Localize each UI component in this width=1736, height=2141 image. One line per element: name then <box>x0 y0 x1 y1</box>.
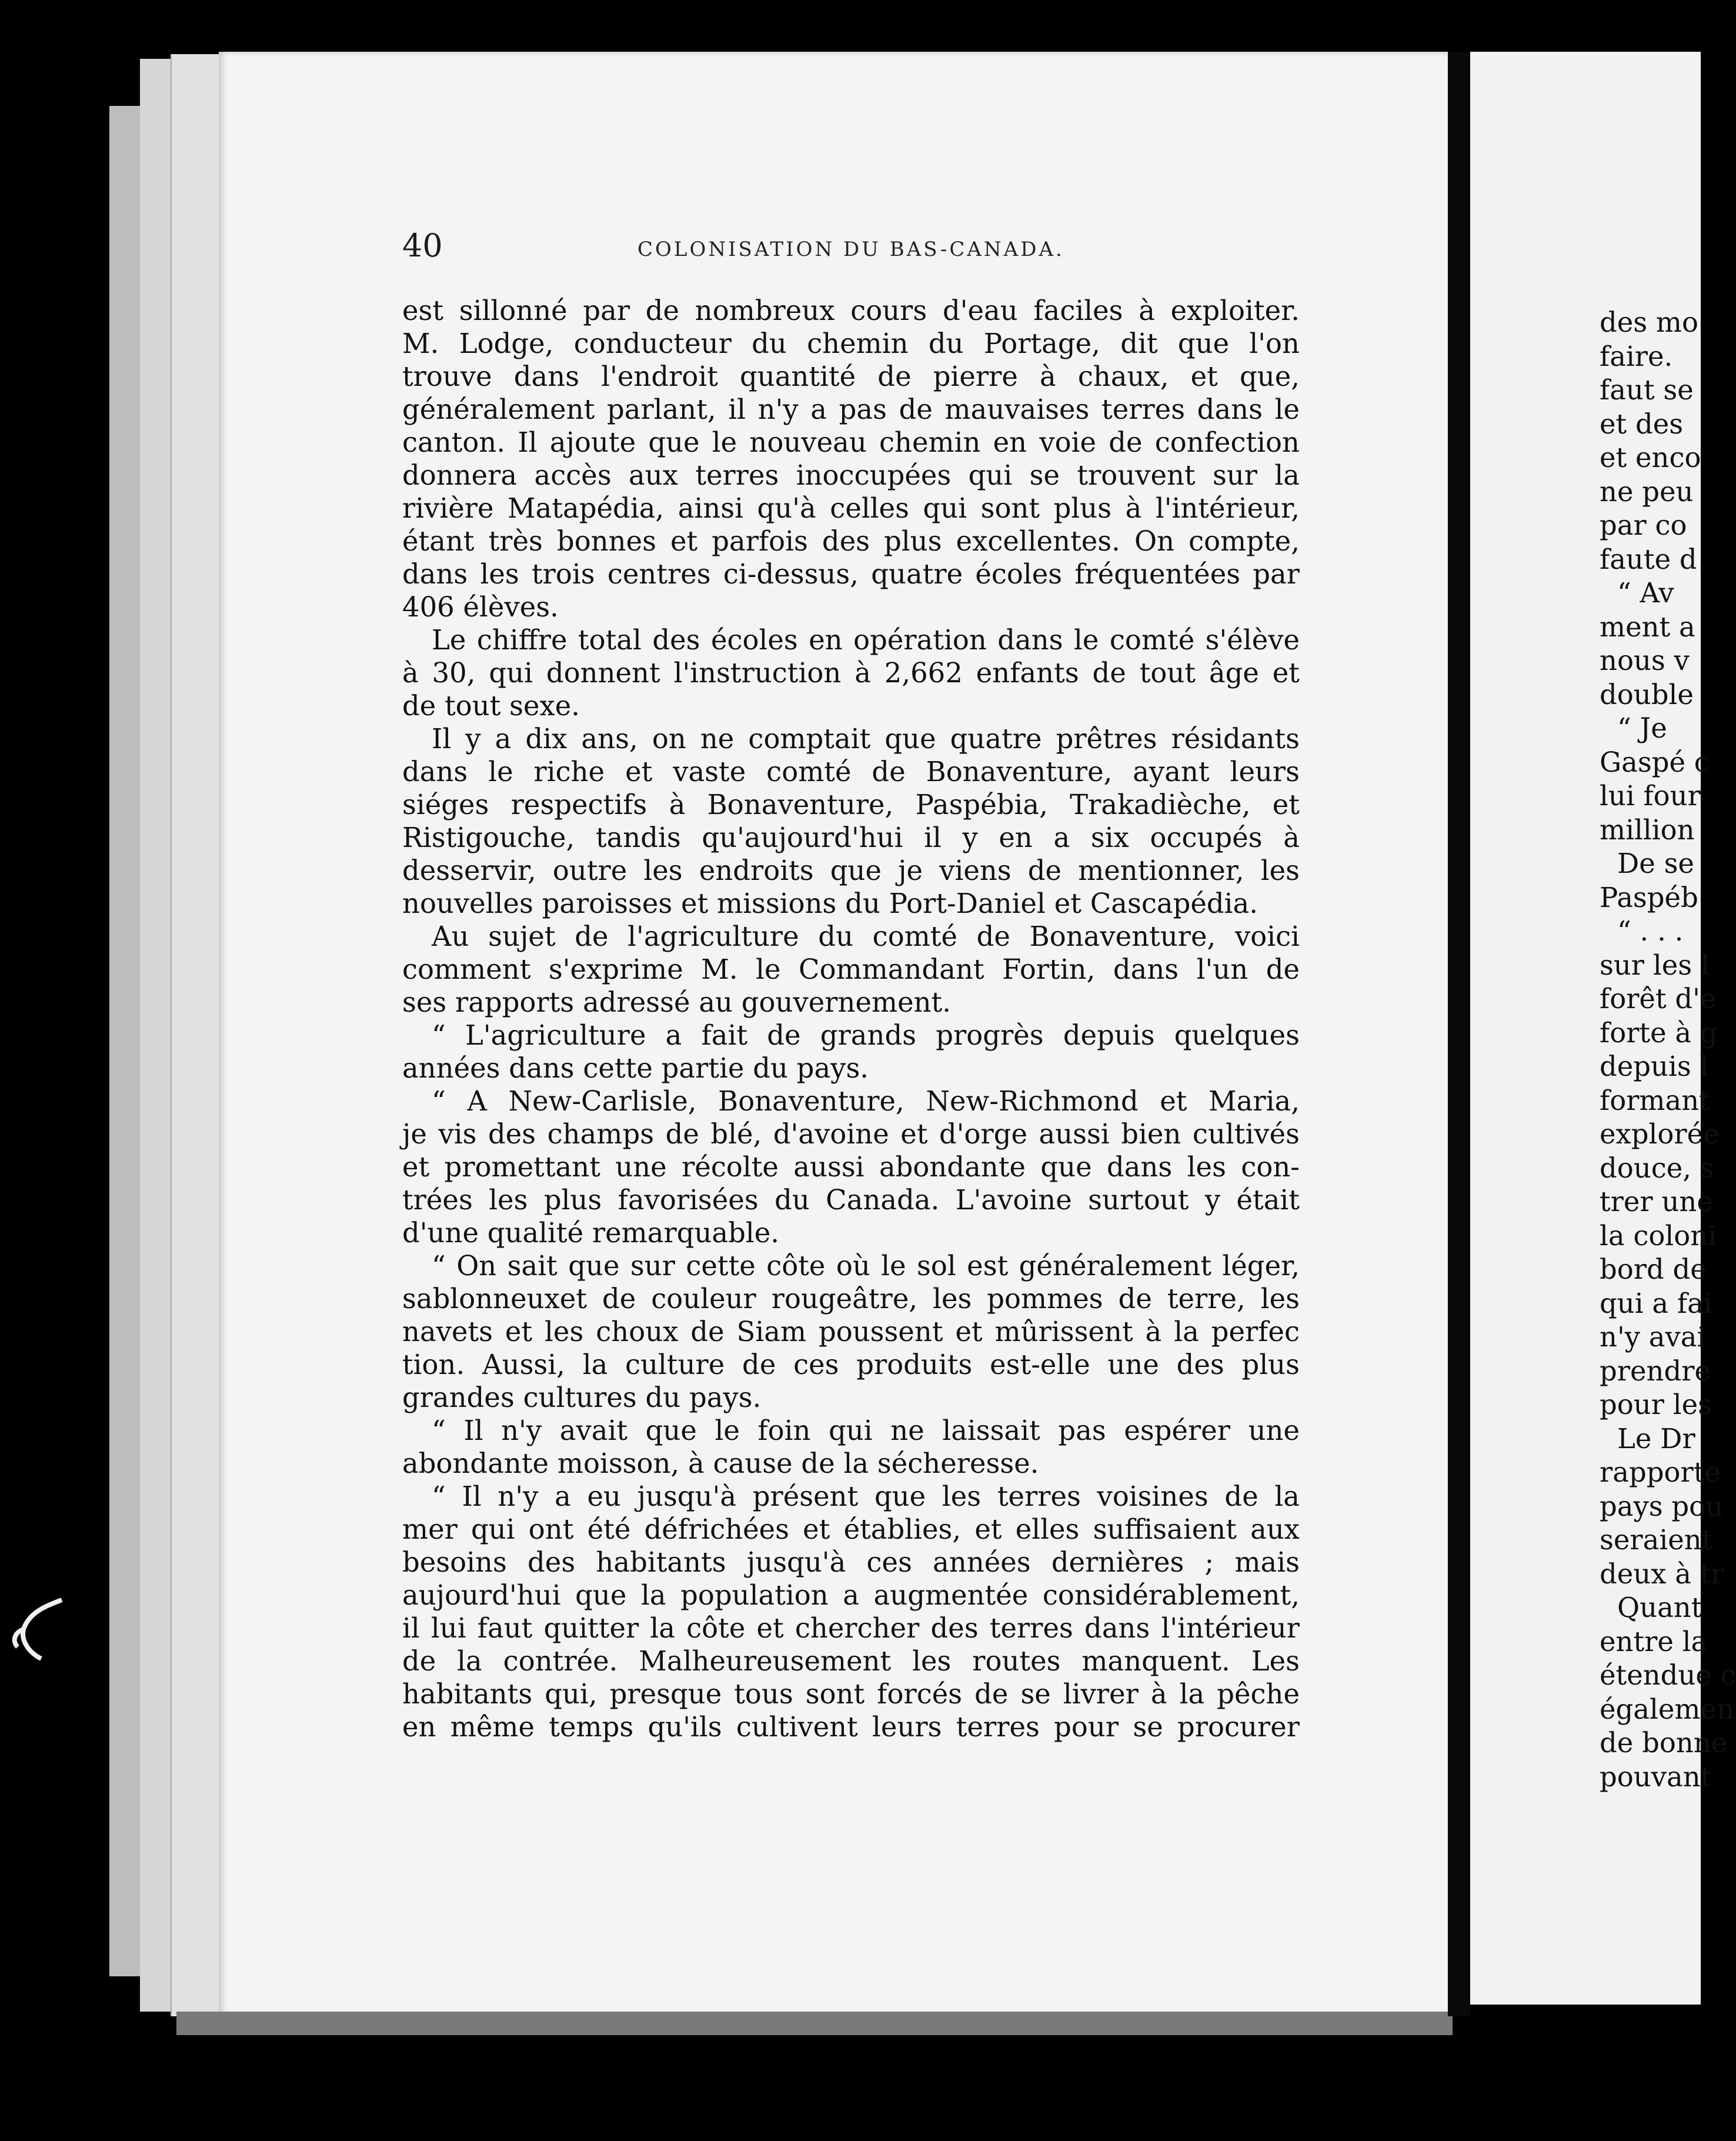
right-text-line: prendre <box>1600 1355 1711 1387</box>
right-text-line: rapporte <box>1600 1456 1721 1488</box>
text-line: “ Il n'y avait que le foin qui ne laissait pas espérer une <box>432 1415 1300 1446</box>
text-line: à 30, qui donnent l'instruction à 2,662 enfants de tout âge et <box>402 657 1300 689</box>
text-line: dans les trois centres ci-dessus, quatre écoles fréquentées par <box>402 558 1300 590</box>
right-text-line: seraient <box>1600 1524 1713 1556</box>
right-text-line: de bonne <box>1600 1727 1728 1759</box>
ink-blot <box>6 1588 76 1682</box>
right-text-line: nous v <box>1600 645 1690 676</box>
text-line: d'une qualité remarquable. <box>402 1217 780 1249</box>
right-text-line: et des <box>1600 408 1684 440</box>
right-text-line: De se <box>1617 848 1694 879</box>
right-text-line: pour les <box>1600 1389 1712 1420</box>
right-text-line: n'y avai <box>1600 1321 1706 1353</box>
right-text-line: Paspéb <box>1600 881 1698 913</box>
text-line: trouve dans l'endroit quantité de pierre à chaux, et que, <box>402 361 1300 392</box>
text-line: Le chiffre total des écoles en opération dans le comté s'élève <box>432 624 1300 656</box>
text-line: est sillonné par de nombreux cours d'eau faciles à exploiter. <box>402 295 1300 326</box>
right-text-line: “ Je <box>1617 712 1667 744</box>
text-line: Il y a dix ans, on ne comptait que quatre prêtres résidants <box>432 723 1300 755</box>
text-line: M. Lodge, conducteur du chemin du Portage, dit que l'on <box>402 328 1300 359</box>
right-text-line: Le Dr <box>1617 1422 1695 1455</box>
text-line: Ristigouche, tandis qu'aujourd'hui il y en a six occupés à <box>402 822 1300 853</box>
text-line: donnera accès aux terres inoccupées qui se trouvent sur la <box>402 459 1300 491</box>
right-text-line: par co <box>1600 509 1687 541</box>
right-text-line: la coloni <box>1600 1219 1717 1252</box>
right-text-line: faire. <box>1600 340 1673 372</box>
text-line: siéges respectifs à Bonaventure, Paspébia, Trakadièche, et <box>402 789 1300 821</box>
text-line: étant très bonnes et parfois des plus excellentes. On compte, <box>402 525 1300 557</box>
right-text-line: et enco <box>1600 442 1701 473</box>
right-text-line: douce, s <box>1600 1152 1714 1184</box>
right-text-line: deux à tr <box>1600 1558 1724 1590</box>
text-line: il lui faut quitter la côte et chercher des terres dans l'intérieur <box>402 1612 1300 1644</box>
book-gutter <box>1448 52 1470 2016</box>
right-text-line: faut se <box>1600 374 1694 406</box>
text-line: canton. Il ajoute que le nouveau chemin en voie de confection <box>402 426 1300 458</box>
text-line: sablonneuxet de couleur rougeâtre, les pommes de terre, les <box>402 1283 1300 1315</box>
page-bottom-shadow <box>176 2012 1453 2035</box>
right-text-line: explorée <box>1600 1118 1720 1150</box>
page-header <box>402 227 1300 262</box>
text-line: de la contrée. Malheureusement les routes manquent. Les <box>402 1645 1300 1677</box>
text-line: et promettant une récolte aussi abondante que dans les con- <box>402 1151 1300 1183</box>
right-text-line: “ Av <box>1617 577 1674 609</box>
right-text-line: lui four <box>1600 780 1701 812</box>
text-line: tion. Aussi, la culture de ces produits est-elle une des plus <box>402 1349 1300 1380</box>
right-text-line: sur les l <box>1600 949 1710 981</box>
right-text-line: qui a fai <box>1600 1287 1712 1319</box>
text-line: dans le riche et vaste comté de Bonaventure, ayant leurs <box>402 756 1300 788</box>
text-line: desservir, outre les endroits que je viens de mentionner, les <box>402 855 1300 886</box>
text-line: navets et les choux de Siam poussent et mûrissent à la perfec <box>402 1316 1300 1348</box>
right-text-line: pays pou <box>1600 1490 1724 1522</box>
right-text-line: forte à g <box>1600 1016 1718 1049</box>
text-line: de tout sexe. <box>402 690 580 722</box>
text-line: nouvelles paroisses et missions du Port-Daniel et Cascapédia. <box>402 888 1258 919</box>
text-line: je vis des champs de blé, d'avoine et d'orge aussi bien cultivés <box>402 1118 1300 1150</box>
page-stack-edge <box>171 54 225 2016</box>
text-line: années dans cette partie du pays. <box>402 1052 869 1084</box>
right-text-line: trer une <box>1600 1186 1713 1218</box>
right-text-line: étendue c <box>1600 1659 1736 1691</box>
text-line: généralement parlant, il n'y a pas de mauvaises terres dans le <box>402 393 1300 425</box>
right-text-line: faute d <box>1600 543 1697 575</box>
text-line: ses rapports adressé au gouvernement. <box>402 986 951 1018</box>
text-line: “ A New-Carlisle, Bonaventure, New-Richmond et Maria, <box>432 1085 1300 1117</box>
text-line: mer qui ont été défrichées et établies, et elles suffisaient aux <box>402 1513 1300 1545</box>
text-line: 406 élèves. <box>402 591 559 623</box>
text-line: comment s'exprime M. le Commandant Fortin, dans l'un de <box>402 953 1300 985</box>
text-line: aujourd'hui que la population a augmentée considérablement, <box>402 1579 1300 1611</box>
right-text-line: formant <box>1600 1084 1710 1116</box>
right-text-line: égalemen <box>1600 1693 1734 1725</box>
text-line: rivière Matapédia, ainsi qu'à celles qui sont plus à l'intérieur, <box>402 492 1300 524</box>
text-line: en même temps qu'ils cultivent leurs terres pour se procurer <box>402 1711 1300 1743</box>
text-line: “ Il n'y a eu jusqu'à présent que les terres voisines de la <box>432 1480 1300 1512</box>
right-text-line: ne peu <box>1600 475 1694 508</box>
right-text-line: Gaspé c <box>1600 746 1710 778</box>
text-line: abondante moisson, à cause de la sécheresse. <box>402 1448 1039 1479</box>
right-text-line: entre la <box>1600 1625 1708 1658</box>
right-text-line: bord de <box>1600 1253 1707 1285</box>
right-text-line: double <box>1600 678 1694 711</box>
text-line: trées les plus favorisées du Canada. L'avoine surtout y était <box>402 1184 1300 1216</box>
right-text-line: forêt d'e <box>1600 983 1717 1015</box>
text-line: besoins des habitants jusqu'à ces années dernières ; mais <box>402 1546 1300 1578</box>
text-line: Au sujet de l'agriculture du comté de Bonaventure, voici <box>432 921 1300 952</box>
page-number: 40 <box>402 227 443 264</box>
text-line: habitants qui, presque tous sont forcés de se livrer à la pêche <box>402 1678 1300 1710</box>
right-text-line: Quant <box>1617 1592 1702 1623</box>
right-text-line: pouvant <box>1600 1760 1712 1793</box>
main-text-block <box>402 294 1300 1743</box>
right-page-text <box>1600 306 1736 1794</box>
right-text-line: depuis l <box>1600 1051 1709 1082</box>
right-text-line: ment a <box>1600 611 1695 643</box>
text-line: grandes cultures du pays. <box>402 1382 762 1413</box>
running-title: COLONISATION DU BAS-CANADA. <box>637 238 1064 261</box>
right-text-line: million <box>1600 813 1695 846</box>
right-text-line: des mo <box>1600 306 1699 338</box>
text-line: “ L'agriculture a fait de grands progrès depuis quelques <box>432 1019 1300 1051</box>
right-text-line: “ . . . <box>1617 915 1684 947</box>
text-line: “ On sait que sur cette côte où le sol est généralement léger, <box>432 1250 1300 1282</box>
